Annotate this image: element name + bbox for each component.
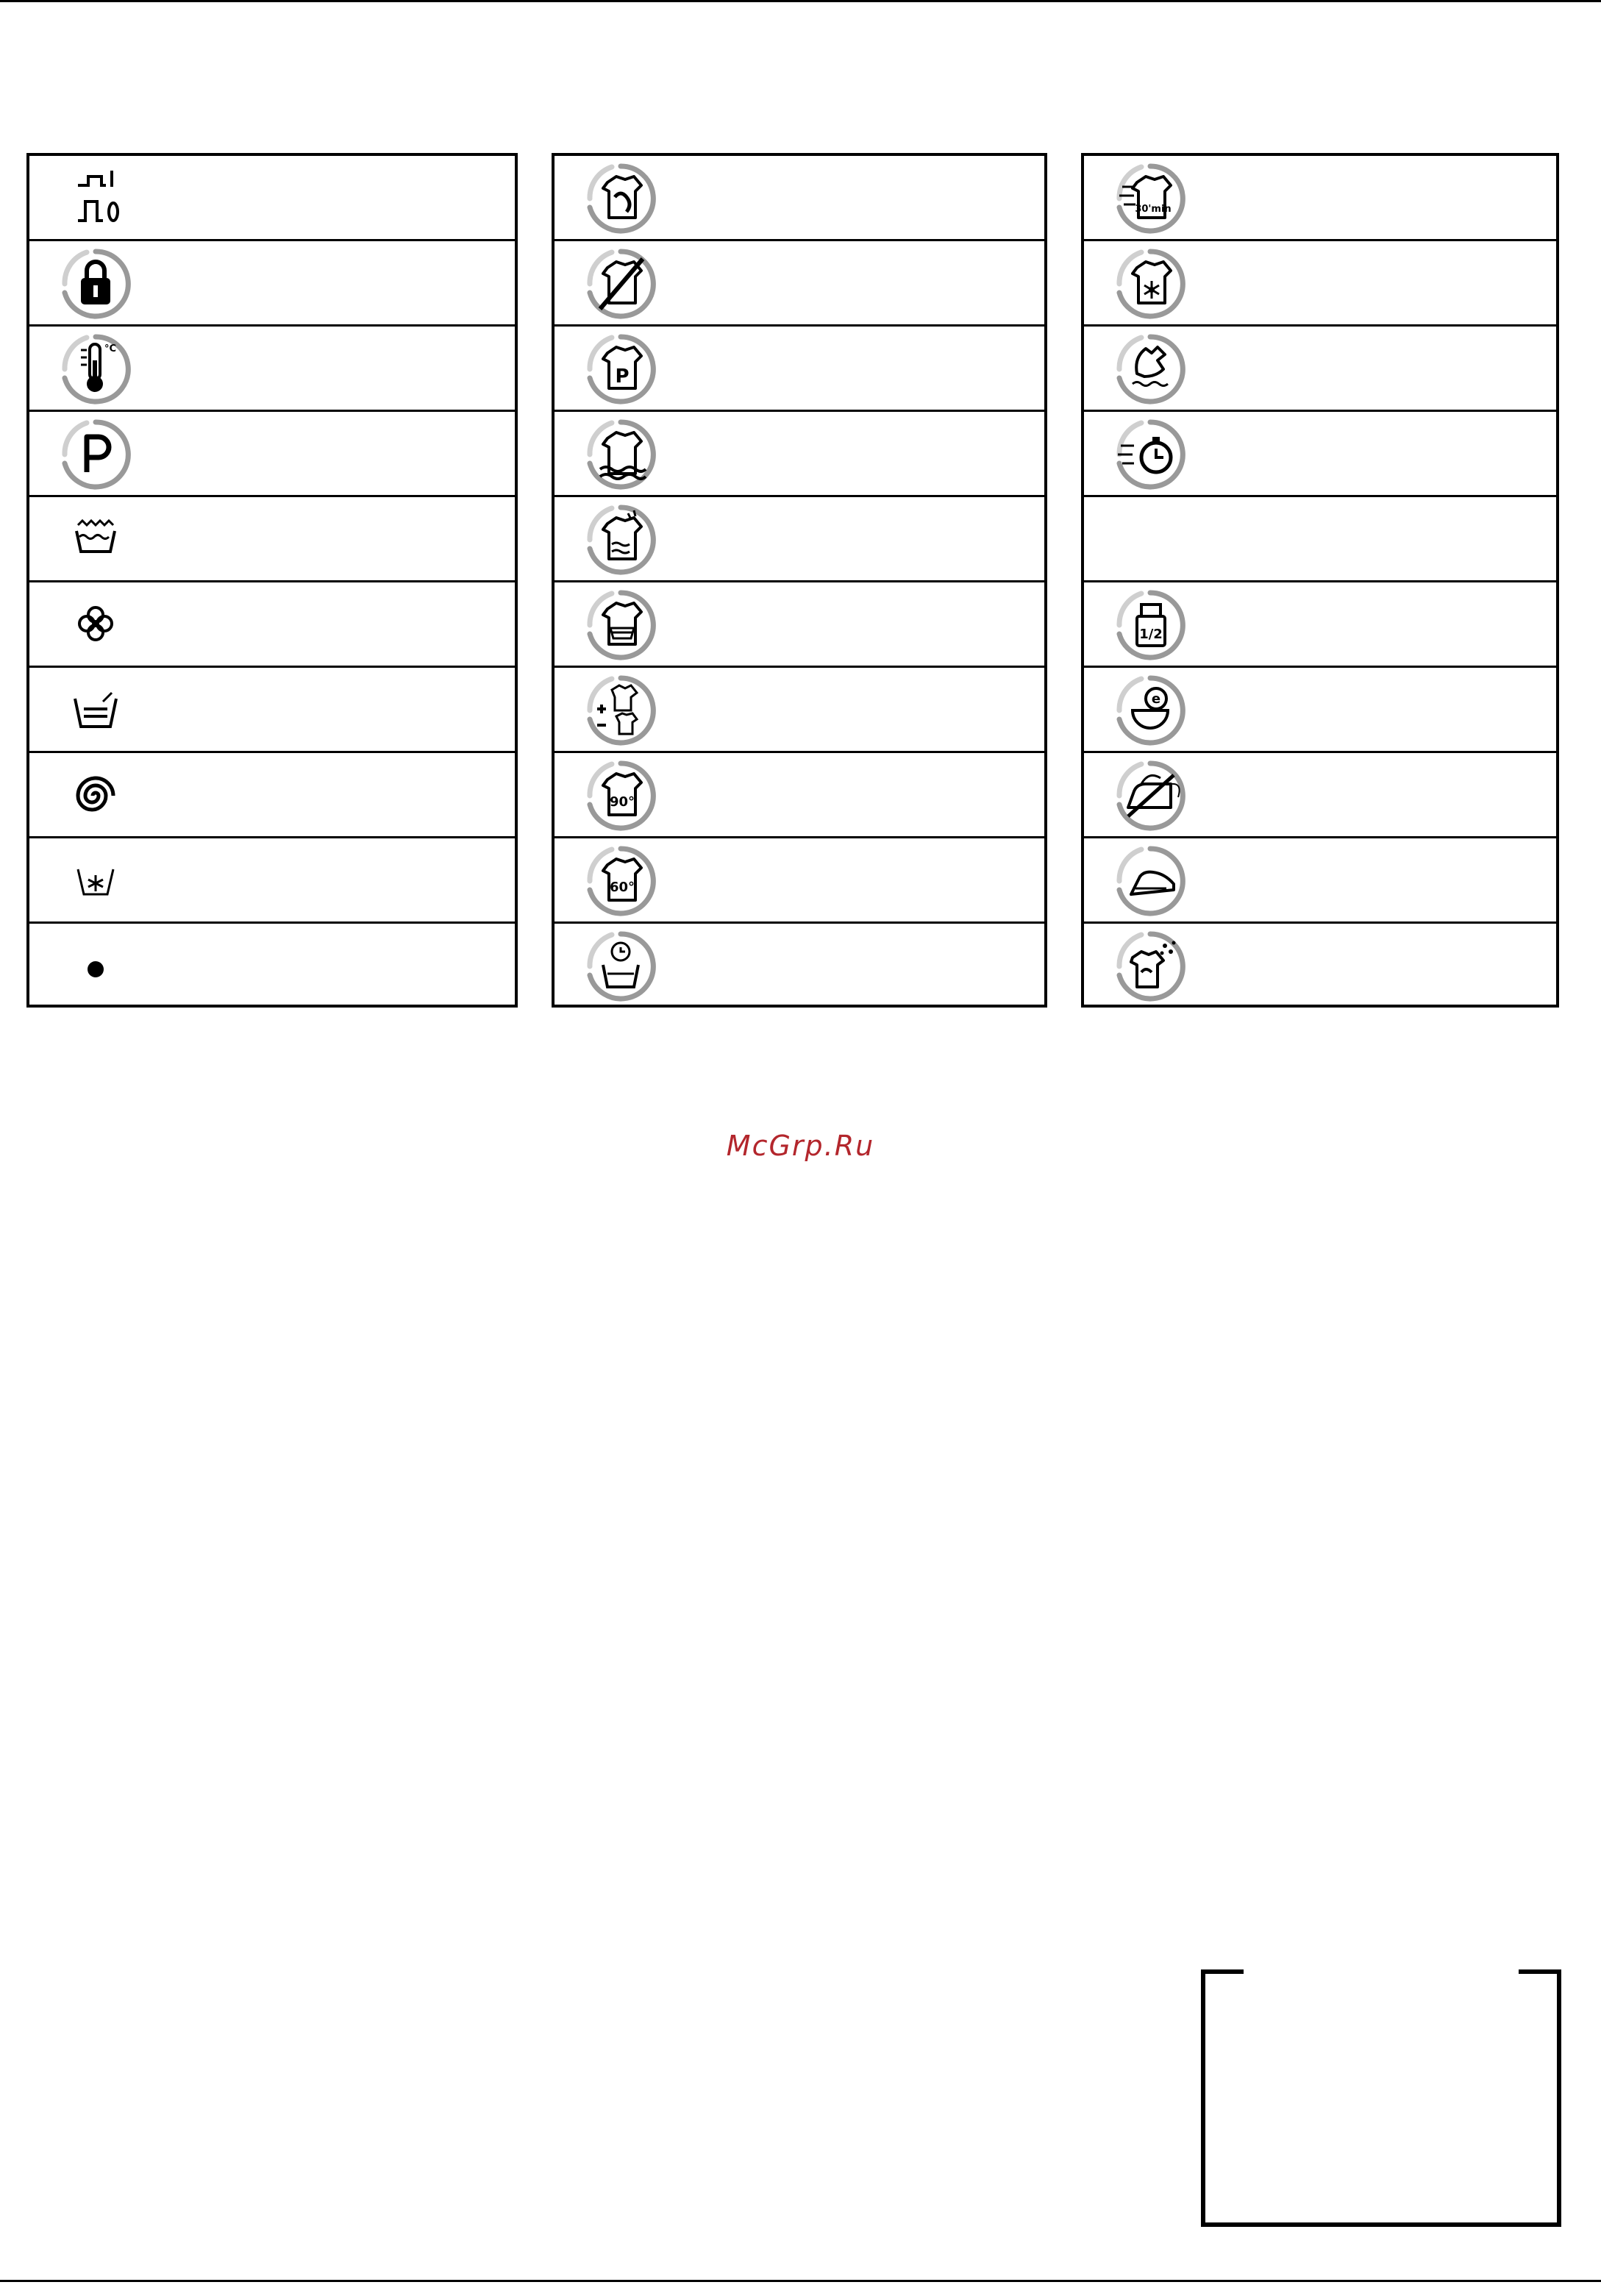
table-row <box>29 668 515 753</box>
half-load-icon <box>1112 587 1188 663</box>
table-row <box>29 753 515 838</box>
table-row <box>1084 241 1556 327</box>
shirt-60-icon <box>582 843 659 919</box>
dot-indicator-icon <box>57 928 134 1005</box>
svg-text:e: e <box>1151 691 1161 707</box>
tub-clock-icon <box>582 928 659 1005</box>
spin-spiral-icon <box>57 757 134 834</box>
child-lock-icon <box>57 246 134 322</box>
corner-box-top-right-tick <box>1519 1969 1561 1974</box>
svg-text:90°: 90° <box>609 794 635 810</box>
top-rule <box>0 0 1601 2</box>
table-row <box>555 412 1044 497</box>
svg-text:1/2: 1/2 <box>1139 627 1163 642</box>
wash-tub-icon <box>57 672 134 749</box>
table-row <box>555 582 1044 668</box>
table-row <box>555 327 1044 412</box>
table-row <box>555 241 1044 327</box>
svg-text:60°: 60° <box>609 880 635 895</box>
table-row <box>1084 668 1556 753</box>
table-row <box>29 924 515 1006</box>
table-row <box>1084 156 1556 241</box>
table-row <box>1084 582 1556 668</box>
hand-wash-icon <box>1112 331 1188 407</box>
shirt-snowflake-icon <box>1112 246 1188 322</box>
prewash-tub-icon <box>57 502 134 578</box>
on-off-pulse-icon <box>57 160 134 237</box>
table-row <box>1084 838 1556 924</box>
table-row <box>29 412 515 497</box>
symbol-table-right <box>1081 153 1559 1008</box>
table-row <box>29 327 515 412</box>
flower-icon <box>57 587 134 663</box>
shirt-90-icon <box>582 757 659 834</box>
no-spin-shirt-icon <box>582 246 659 322</box>
symbol-table-middle <box>552 153 1047 1008</box>
table-row <box>555 497 1044 582</box>
symbol-table-left <box>26 153 518 1008</box>
table-row <box>29 497 515 582</box>
table-row <box>1084 497 1556 582</box>
gentle-wash-icon <box>57 843 134 919</box>
table-row <box>29 838 515 924</box>
table-row <box>1084 924 1556 1006</box>
table-row <box>1084 412 1556 497</box>
corner-box-top-left-tick <box>1201 1969 1244 1974</box>
eco-icon <box>1112 672 1188 749</box>
quick-30-icon <box>1112 160 1188 237</box>
corner-box <box>1201 1969 1561 2227</box>
svg-text:30'min: 30'min <box>1135 204 1172 215</box>
table-row <box>1084 327 1556 412</box>
table-row <box>29 241 515 327</box>
table-row <box>555 156 1044 241</box>
shirt-sparkle-icon <box>1112 928 1188 1005</box>
table-row <box>29 156 515 241</box>
bottom-rule <box>0 2280 1601 2282</box>
fast-timer-icon <box>1112 416 1188 493</box>
table-row <box>29 582 515 668</box>
watermark: McGrp.Ru <box>726 1130 875 1162</box>
table-row <box>555 753 1044 838</box>
shirt-rinse-icon <box>582 502 659 578</box>
no-iron-icon <box>1112 757 1188 834</box>
table-row <box>555 838 1044 924</box>
shirt-plus-minus-icon <box>582 672 659 749</box>
table-row <box>555 924 1044 1006</box>
table-row <box>555 668 1044 753</box>
shirt-water-icon <box>582 416 659 493</box>
cotton-shirt-icon <box>582 160 659 237</box>
program-p-icon <box>57 416 134 493</box>
shirt-p-icon <box>582 331 659 407</box>
easy-iron-icon <box>1112 843 1188 919</box>
table-row <box>1084 753 1556 838</box>
svg-text:P: P <box>615 366 630 388</box>
temperature-icon <box>57 331 134 407</box>
shirt-tub-icon <box>582 587 659 663</box>
svg-text:°C: °C <box>104 343 117 354</box>
